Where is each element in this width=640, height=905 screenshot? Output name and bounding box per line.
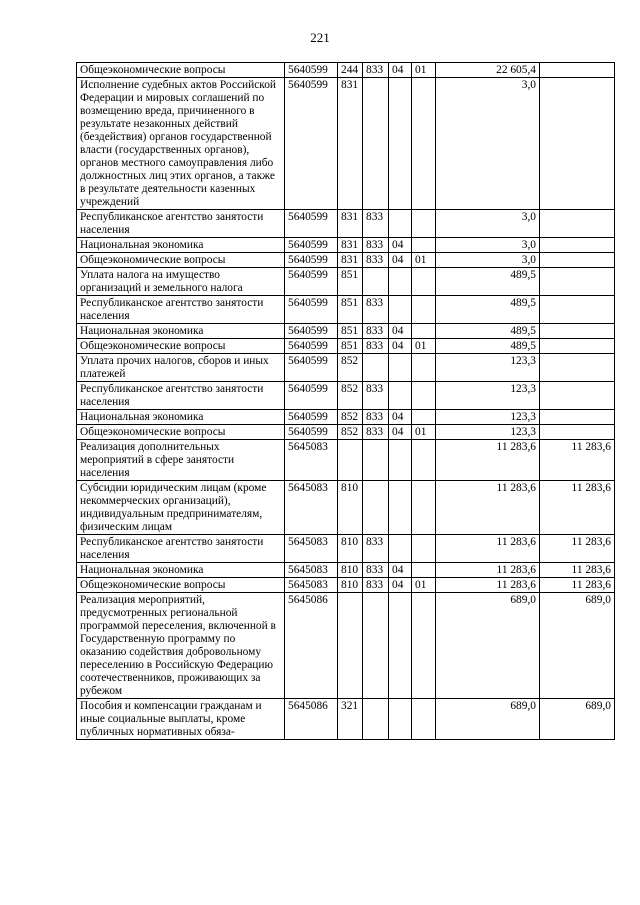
amount-cell: 3,0: [436, 210, 540, 238]
section-cell: [389, 268, 412, 296]
target-article-cell: 5640599: [285, 382, 338, 410]
administrator-code-cell: [363, 354, 389, 382]
row-name-cell: Общеэкономические вопросы: [77, 425, 285, 440]
expense-type-cell: 852: [338, 354, 363, 382]
row-name-cell: Национальная экономика: [77, 238, 285, 253]
section-cell: [389, 210, 412, 238]
section-cell: 04: [389, 63, 412, 78]
administrator-code-cell: [363, 593, 389, 699]
row-name-cell: Республиканское агентство занятости населения: [77, 535, 285, 563]
expense-type-cell: [338, 440, 363, 481]
section-cell: 04: [389, 578, 412, 593]
administrator-code-cell: 833: [363, 563, 389, 578]
administrator-code-cell: 833: [363, 63, 389, 78]
target-article-cell: 5640599: [285, 210, 338, 238]
target-article-cell: 5640599: [285, 238, 338, 253]
target-article-cell: 5645083: [285, 578, 338, 593]
target-article-cell: 5645083: [285, 481, 338, 535]
amount-cell: 123,3: [436, 354, 540, 382]
target-article-cell: 5640599: [285, 78, 338, 210]
administrator-code-cell: [363, 440, 389, 481]
subvention-amount-cell: [540, 324, 615, 339]
section-cell: [389, 481, 412, 535]
amount-cell: 489,5: [436, 268, 540, 296]
subsection-cell: 01: [412, 578, 436, 593]
administrator-code-cell: 833: [363, 253, 389, 268]
target-article-cell: 5640599: [285, 324, 338, 339]
administrator-code-cell: [363, 268, 389, 296]
administrator-code-cell: 833: [363, 382, 389, 410]
subsection-cell: [412, 382, 436, 410]
subsection-cell: 01: [412, 339, 436, 354]
section-cell: [389, 78, 412, 210]
subvention-amount-cell: 11 283,6: [540, 563, 615, 578]
section-cell: 04: [389, 425, 412, 440]
subvention-amount-cell: 689,0: [540, 593, 615, 699]
section-cell: [389, 699, 412, 740]
target-article-cell: 5640599: [285, 268, 338, 296]
administrator-code-cell: 833: [363, 425, 389, 440]
expense-type-cell: 852: [338, 382, 363, 410]
section-cell: 04: [389, 324, 412, 339]
table-row: [77, 410, 615, 425]
amount-cell: 22 605,4: [436, 63, 540, 78]
subsection-cell: 01: [412, 63, 436, 78]
subsection-cell: [412, 699, 436, 740]
page-number: 221: [310, 30, 330, 45]
section-cell: 04: [389, 253, 412, 268]
target-article-cell: 5640599: [285, 425, 338, 440]
target-article-cell: 5640599: [285, 253, 338, 268]
subvention-amount-cell: 11 283,6: [540, 535, 615, 563]
target-article-cell: 5645083: [285, 563, 338, 578]
amount-cell: 123,3: [436, 425, 540, 440]
expense-type-cell: 851: [338, 296, 363, 324]
target-article-cell: 5645086: [285, 699, 338, 740]
table-row: [77, 253, 615, 268]
table-row: [77, 425, 615, 440]
expense-type-cell: 831: [338, 78, 363, 210]
table-row: [77, 339, 615, 354]
row-name-cell: Уплата налога на имущество организаций и земельного налога: [77, 268, 285, 296]
section-cell: [389, 535, 412, 563]
target-article-cell: 5645083: [285, 440, 338, 481]
subvention-amount-cell: [540, 63, 615, 78]
table-row: [77, 382, 615, 410]
amount-cell: 11 283,6: [436, 481, 540, 535]
table-row: [77, 481, 615, 535]
subvention-amount-cell: 11 283,6: [540, 578, 615, 593]
administrator-code-cell: [363, 481, 389, 535]
amount-cell: 3,0: [436, 253, 540, 268]
expense-type-cell: 810: [338, 535, 363, 563]
row-name-cell: Исполнение судебных актов Российской Федерации и мировых соглашений по возмещению вреда, причиненного в результате незаконных действий (бездействия) органов государственной власти (государственных органов), органов местного самоуправления либо должностных лиц этих органов, а также в результате деятельности казенных учреждений: [77, 78, 285, 210]
amount-cell: 11 283,6: [436, 563, 540, 578]
subvention-amount-cell: [540, 268, 615, 296]
subsection-cell: [412, 440, 436, 481]
table-row: [77, 535, 615, 563]
section-cell: [389, 593, 412, 699]
budget-table: [76, 62, 615, 740]
subsection-cell: [412, 354, 436, 382]
row-name-cell: Реализация дополнительных мероприятий в сфере занятости населения: [77, 440, 285, 481]
subsection-cell: [412, 238, 436, 253]
subsection-cell: [412, 410, 436, 425]
administrator-code-cell: [363, 78, 389, 210]
row-name-cell: Реализация мероприятий, предусмотренных региональной программой переселения, включенной в Государственную программу по оказанию содействия добровольному переселению в Российскую Федерацию соотечественников, проживающих за рубежом: [77, 593, 285, 699]
subsection-cell: [412, 593, 436, 699]
amount-cell: 11 283,6: [436, 535, 540, 563]
section-cell: 04: [389, 410, 412, 425]
subsection-cell: [412, 535, 436, 563]
amount-cell: 11 283,6: [436, 578, 540, 593]
expense-type-cell: 851: [338, 324, 363, 339]
amount-cell: 3,0: [436, 78, 540, 210]
expense-type-cell: 831: [338, 253, 363, 268]
table-row: [77, 78, 615, 210]
subsection-cell: [412, 324, 436, 339]
table-row: [77, 354, 615, 382]
row-name-cell: Национальная экономика: [77, 324, 285, 339]
table-row: [77, 440, 615, 481]
table-row: [77, 593, 615, 699]
target-article-cell: 5640599: [285, 63, 338, 78]
expense-type-cell: [338, 593, 363, 699]
section-cell: [389, 382, 412, 410]
table-row: [77, 268, 615, 296]
expense-type-cell: 851: [338, 339, 363, 354]
target-article-cell: 5645083: [285, 535, 338, 563]
amount-cell: 489,5: [436, 339, 540, 354]
row-name-cell: Субсидии юридическим лицам (кроме некоммерческих организаций), индивидуальным предпринимателям, физическим лицам: [77, 481, 285, 535]
subvention-amount-cell: [540, 210, 615, 238]
amount-cell: 11 283,6: [436, 440, 540, 481]
row-name-cell: Общеэкономические вопросы: [77, 63, 285, 78]
administrator-code-cell: 833: [363, 410, 389, 425]
amount-cell: 123,3: [436, 382, 540, 410]
row-name-cell: Пособия и компенсации гражданам и иные социальные выплаты, кроме публичных нормативных обяза-: [77, 699, 285, 740]
section-cell: [389, 296, 412, 324]
subvention-amount-cell: [540, 354, 615, 382]
subvention-amount-cell: [540, 410, 615, 425]
row-name-cell: Национальная экономика: [77, 563, 285, 578]
subvention-amount-cell: [540, 382, 615, 410]
administrator-code-cell: 833: [363, 324, 389, 339]
subvention-amount-cell: [540, 425, 615, 440]
table-row: [77, 324, 615, 339]
subvention-amount-cell: 11 283,6: [540, 440, 615, 481]
section-cell: [389, 440, 412, 481]
row-name-cell: Республиканское агентство занятости населения: [77, 382, 285, 410]
expense-type-cell: 852: [338, 425, 363, 440]
expense-type-cell: 831: [338, 210, 363, 238]
expense-type-cell: 831: [338, 238, 363, 253]
subsection-cell: 01: [412, 425, 436, 440]
target-article-cell: 5640599: [285, 339, 338, 354]
amount-cell: 3,0: [436, 238, 540, 253]
administrator-code-cell: 833: [363, 339, 389, 354]
subsection-cell: [412, 296, 436, 324]
section-cell: [389, 354, 412, 382]
administrator-code-cell: 833: [363, 238, 389, 253]
amount-cell: 689,0: [436, 699, 540, 740]
table-row: [77, 210, 615, 238]
subsection-cell: [412, 78, 436, 210]
row-name-cell: Республиканское агентство занятости населения: [77, 210, 285, 238]
subsection-cell: 01: [412, 253, 436, 268]
table-row: [77, 699, 615, 740]
subvention-amount-cell: 11 283,6: [540, 481, 615, 535]
administrator-code-cell: 833: [363, 210, 389, 238]
target-article-cell: 5640599: [285, 354, 338, 382]
expense-type-cell: 244: [338, 63, 363, 78]
subvention-amount-cell: [540, 339, 615, 354]
subsection-cell: [412, 210, 436, 238]
administrator-code-cell: 833: [363, 535, 389, 563]
table-row: [77, 563, 615, 578]
subsection-cell: [412, 268, 436, 296]
subvention-amount-cell: [540, 78, 615, 210]
subsection-cell: [412, 481, 436, 535]
target-article-cell: 5645086: [285, 593, 338, 699]
row-name-cell: Общеэкономические вопросы: [77, 253, 285, 268]
section-cell: 04: [389, 238, 412, 253]
section-cell: 04: [389, 339, 412, 354]
subvention-amount-cell: [540, 238, 615, 253]
row-name-cell: Уплата прочих налогов, сборов и иных платежей: [77, 354, 285, 382]
table-row: [77, 238, 615, 253]
expense-type-cell: 851: [338, 268, 363, 296]
row-name-cell: Республиканское агентство занятости населения: [77, 296, 285, 324]
subvention-amount-cell: [540, 253, 615, 268]
row-name-cell: Общеэкономические вопросы: [77, 339, 285, 354]
subvention-amount-cell: [540, 296, 615, 324]
amount-cell: 489,5: [436, 324, 540, 339]
amount-cell: 123,3: [436, 410, 540, 425]
section-cell: 04: [389, 563, 412, 578]
table-row: [77, 63, 615, 78]
amount-cell: 689,0: [436, 593, 540, 699]
administrator-code-cell: 833: [363, 296, 389, 324]
expense-type-cell: 810: [338, 563, 363, 578]
subvention-amount-cell: 689,0: [540, 699, 615, 740]
target-article-cell: 5640599: [285, 410, 338, 425]
amount-cell: 489,5: [436, 296, 540, 324]
row-name-cell: Общеэкономические вопросы: [77, 578, 285, 593]
table-row: [77, 296, 615, 324]
target-article-cell: 5640599: [285, 296, 338, 324]
expense-type-cell: 321: [338, 699, 363, 740]
row-name-cell: Национальная экономика: [77, 410, 285, 425]
administrator-code-cell: [363, 699, 389, 740]
subsection-cell: [412, 563, 436, 578]
expense-type-cell: 810: [338, 481, 363, 535]
expense-type-cell: 852: [338, 410, 363, 425]
administrator-code-cell: 833: [363, 578, 389, 593]
table-row: [77, 578, 615, 593]
expense-type-cell: 810: [338, 578, 363, 593]
